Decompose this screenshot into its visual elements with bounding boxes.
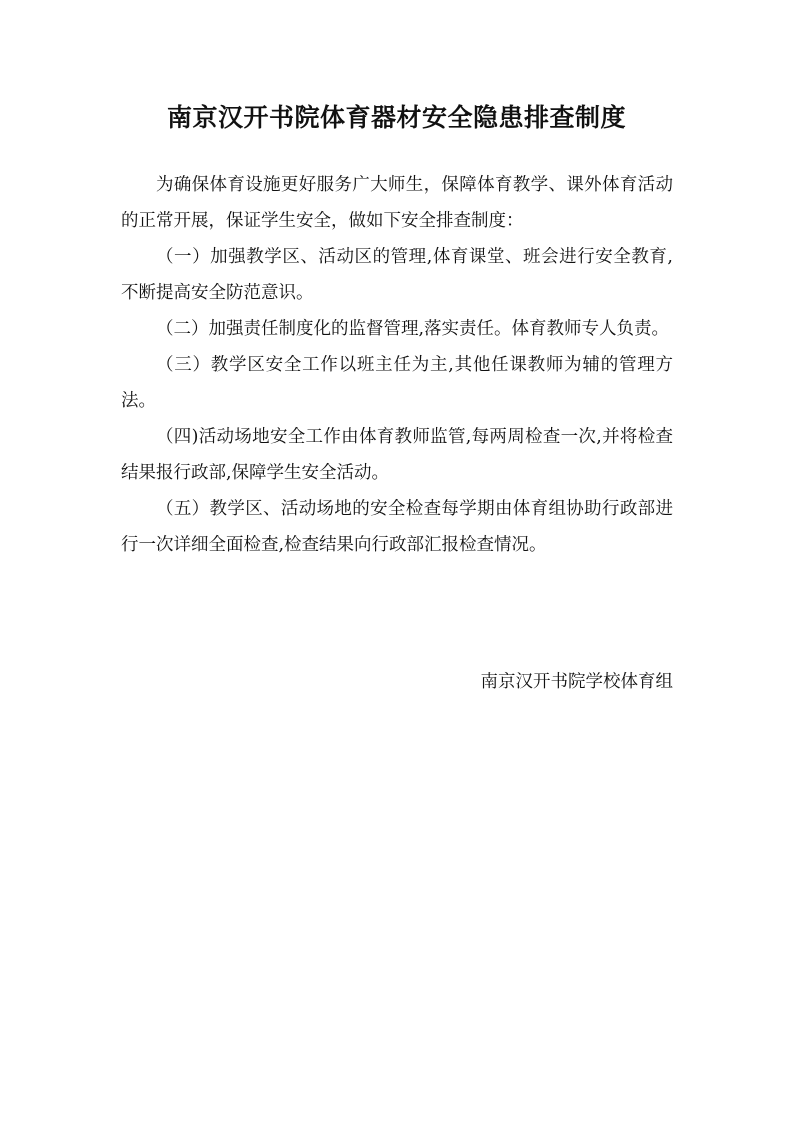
rule-item-1: （一）加强教学区、活动区的管理,体育课堂、班会进行安全教育,不断提高安全防范意识。: [121, 247, 673, 303]
rule-item-3: （三）教学区安全工作以班主任为主,其他任课教师为辅的管理方法。: [121, 355, 673, 411]
document-title: 南京汉开书院体育器材安全隐患排查制度: [166, 103, 626, 132]
intro-paragraph: 为确保体育设施更好服务广大师生，保障体育教学、课外体育活动的正常开展，保证学生安全，做如下安全排查制度：: [121, 175, 673, 231]
rule-item-5: （五）教学区、活动场地的安全检查每学期由体育组协助行政部进行一次详细全面检查,检查结果向行政部汇报检查情况。: [121, 499, 673, 555]
document-body: [121, 167, 673, 563]
signature: 南京汉开书院学校体育组: [480, 672, 673, 692]
rule-item-4: （四)活动场地安全工作由体育教师监管,每两周检查一次,并将检查结果报行政部,保障学生安全活动。: [121, 427, 673, 483]
rule-item-2: （二）加强责任制度化的监督管理,落实责任。体育教师专人负责。: [156, 319, 670, 339]
